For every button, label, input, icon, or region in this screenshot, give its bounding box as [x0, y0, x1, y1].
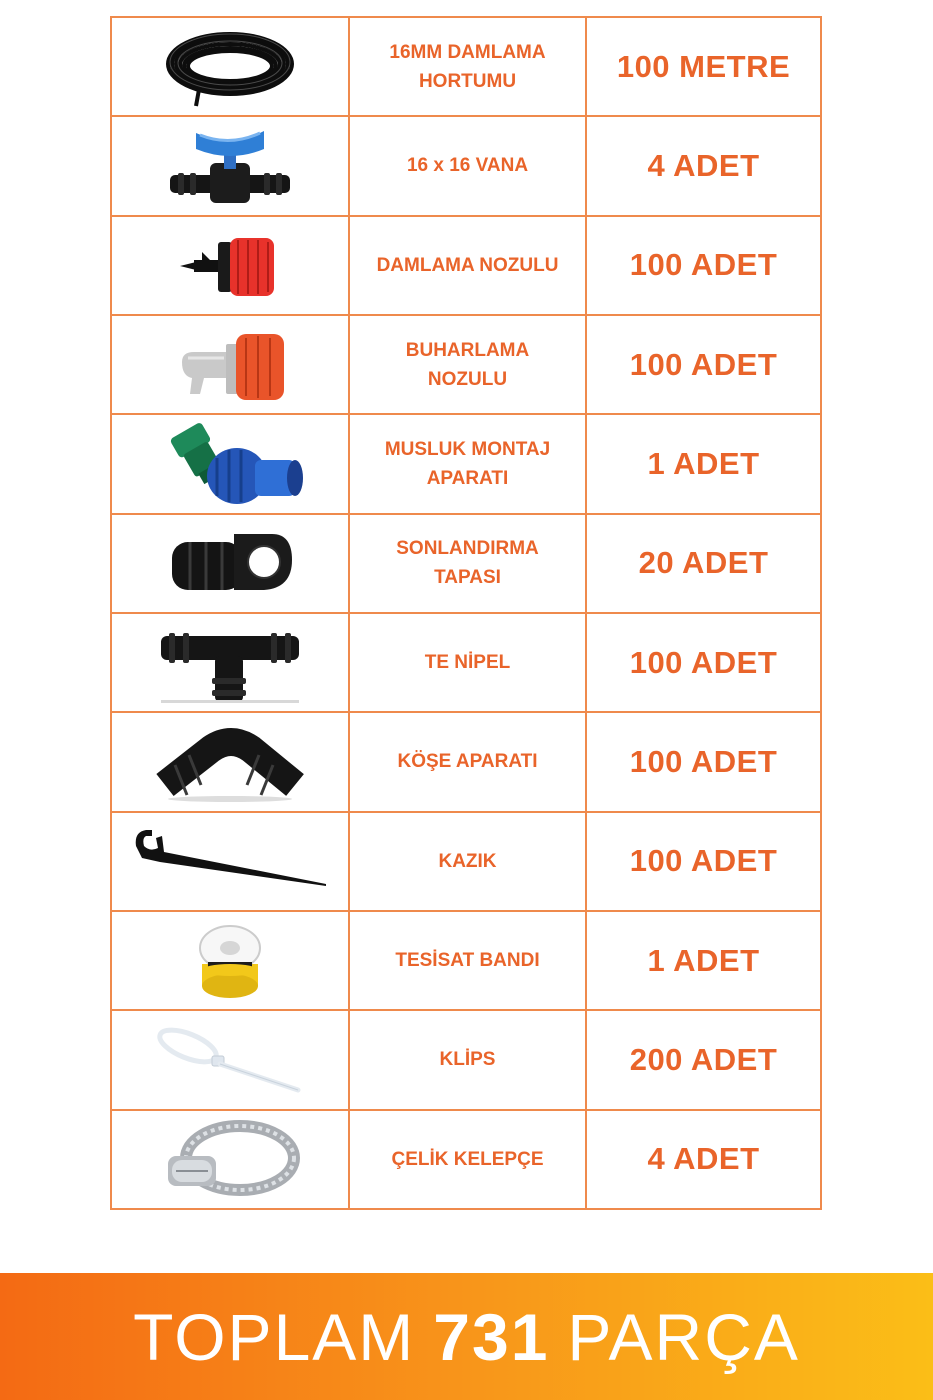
product-image-cell	[111, 116, 349, 215]
hose-coil-icon	[160, 24, 300, 110]
product-name-cell	[349, 116, 586, 215]
product-name: BUHARLAMA NOZULU	[405, 339, 530, 390]
table-row	[111, 1110, 821, 1209]
product-name: TESİSAT BANDI	[395, 950, 540, 972]
product-name: SONLANDIRMA TAPASI	[396, 538, 539, 589]
table-row	[111, 17, 821, 116]
product-name-cell	[349, 1010, 586, 1109]
product-name: MUSLUK MONTAJ APARATI	[384, 438, 551, 489]
valve-icon	[160, 123, 300, 209]
product-name-cell	[349, 812, 586, 911]
drip-nozzle-icon	[160, 222, 300, 308]
product-name: 16MM DAMLAMA HORTUMU	[389, 41, 546, 92]
hose-clamp-icon	[160, 1116, 300, 1202]
table-row	[111, 613, 821, 712]
product-quantity: 1 ADET	[647, 942, 760, 978]
product-quantity-cell	[586, 315, 821, 414]
product-name-cell	[349, 1110, 586, 1209]
product-quantity: 100 ADET	[629, 743, 778, 779]
table-row	[111, 812, 821, 911]
product-quantity: 1 ADET	[647, 445, 760, 481]
table-row	[111, 911, 821, 1010]
product-quantity-cell	[586, 812, 821, 911]
product-quantity: 100 METRE	[616, 48, 791, 84]
table-row	[111, 514, 821, 613]
product-image-cell	[111, 812, 349, 911]
product-quantity-cell	[586, 514, 821, 613]
product-quantity-cell	[586, 414, 821, 513]
product-name-cell	[349, 414, 586, 513]
product-quantity: 200 ADET	[629, 1041, 778, 1077]
product-name-cell	[349, 216, 586, 315]
total-prefix: TOPLAM	[133, 1299, 416, 1374]
product-quantity-cell	[586, 712, 821, 811]
product-image-cell	[111, 712, 349, 811]
cable-tie-icon	[150, 1020, 310, 1100]
tee-connector-icon	[155, 620, 305, 706]
product-image-cell	[111, 613, 349, 712]
product-quantity: 4 ADET	[647, 1141, 760, 1177]
ground-stake-icon	[130, 826, 330, 896]
product-name-cell	[349, 911, 586, 1010]
table-row	[111, 116, 821, 215]
product-name: ÇELİK KELEPÇE	[391, 1148, 544, 1170]
product-image-cell	[111, 315, 349, 414]
table-row	[111, 216, 821, 315]
product-image-cell	[111, 1010, 349, 1109]
product-name-cell	[349, 613, 586, 712]
tap-adapter-icon	[155, 418, 305, 510]
product-name: KÖŞE APARATI	[397, 751, 538, 773]
product-quantity-cell	[586, 911, 821, 1010]
product-image-cell	[111, 911, 349, 1010]
product-quantity: 4 ADET	[647, 147, 760, 183]
product-name-cell	[349, 315, 586, 414]
product-quantity-cell	[586, 613, 821, 712]
product-image-cell	[111, 1110, 349, 1209]
product-name: 16 x 16 VANA	[406, 155, 529, 177]
total-banner	[0, 1273, 933, 1400]
product-quantity: 100 ADET	[629, 247, 778, 283]
product-quantity: 100 ADET	[629, 843, 778, 879]
table-row	[111, 315, 821, 414]
table-row	[111, 712, 821, 811]
elbow-connector-icon	[155, 719, 305, 805]
product-name-cell	[349, 17, 586, 116]
table-row	[111, 1010, 821, 1109]
product-name: KLİPS	[439, 1049, 496, 1071]
product-name-cell	[349, 514, 586, 613]
product-quantity-cell	[586, 216, 821, 315]
end-cap-icon	[160, 520, 300, 606]
product-name: KAZIK	[438, 850, 497, 872]
product-image-cell	[111, 216, 349, 315]
total-suffix: PARÇA	[567, 1299, 800, 1374]
product-quantity-cell	[586, 116, 821, 215]
product-name-cell	[349, 712, 586, 811]
product-image-cell	[111, 514, 349, 613]
table-row	[111, 414, 821, 513]
product-quantity-cell	[586, 1010, 821, 1109]
product-name: TE NİPEL	[424, 652, 511, 674]
mist-nozzle-icon	[160, 322, 300, 408]
product-name: DAMLAMA NOZULU	[376, 254, 559, 276]
ptfe-tape-icon	[160, 918, 300, 1004]
product-quantity-cell	[586, 1110, 821, 1209]
product-table	[110, 16, 822, 1210]
product-quantity-cell	[586, 17, 821, 116]
total-count: 731	[433, 1299, 550, 1374]
product-image-cell	[111, 414, 349, 513]
product-quantity: 100 ADET	[629, 644, 778, 680]
product-quantity: 20 ADET	[638, 545, 769, 581]
product-quantity: 100 ADET	[629, 346, 778, 382]
product-image-cell	[111, 17, 349, 116]
